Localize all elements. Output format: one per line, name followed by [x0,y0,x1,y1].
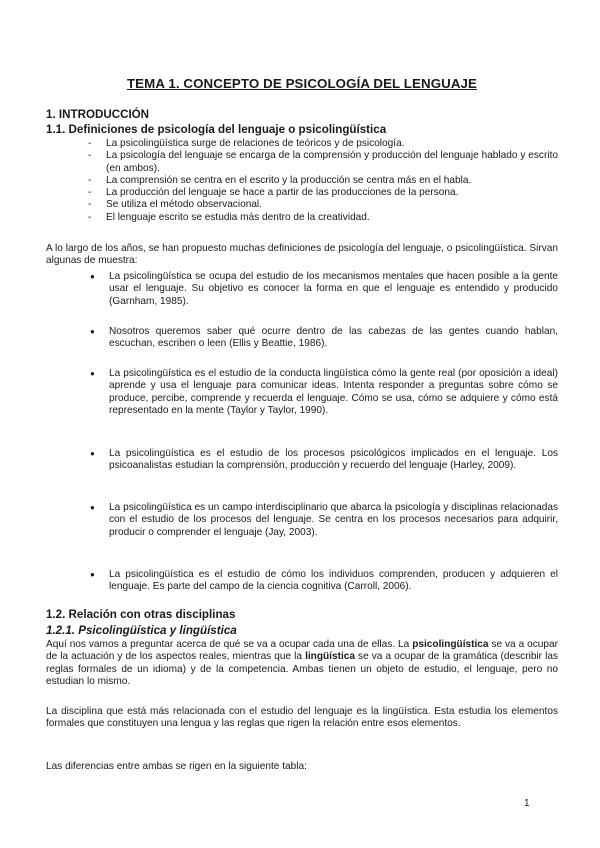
dash-marker: - [88,187,92,199]
bullet-item: ● La psicolingüística es el estudio de la conducta lingüística cómo la gente real (por oposición a ideal) aprende y usa el lenguaje para comunicar ideas. Intenta responder a preguntas sobre cómo se produce, percibe, comprende y recuerda el lenguaje. Cómo se usa, cómo se adquiere y cómo está representado en la mente (Taylor y Taylor, 1990). [46,368,558,417]
bullet-marker: ● [90,449,95,458]
term-psicolinguistica: psicolingüística [412,639,489,650]
list-item: - Se utiliza el método observacional. [46,199,558,211]
section-heading-relacion: 1.2. Relación con otras disciplinas [46,608,236,621]
bullet-item: ● La psicolingüística es un campo interdisciplinario que abarca la psicología y disciplinas relacionadas con el estudio de los procesos del lenguaje. Se centra en los procesos necesarios para adquirir, producir o comprender el lenguaje (Jay, 2003). [46,502,558,539]
bullet-item: ● La psicolingüística se ocupa del estudio de los mecanismos mentales que hacen posible a la gente usar el lenguaje. Su objetivo es conocer la forma en que el lenguaje es entendido y producido (Garnham, 1985). [46,271,558,308]
paragraph-relacion: Aquí nos vamos a preguntar acerca de qué se va a ocupar cada una de ellas. La psicolingüística se va a ocupar de la actuación y de los aspectos reales, mientras que la lingüística se va a ocupar de la gramática (describir las reglas formales de un idioma) y de la competencia. Ambas tienen un objeto de estudio, el lenguaje, pero no estudian lo mismo. [46,639,558,687]
dash-marker: - [88,174,92,186]
bullet-marker: ● [90,272,95,281]
bullet-marker: ● [90,327,95,336]
bullet-marker: ● [90,570,95,579]
term-linguistica: lingüística [305,651,355,663]
bullet-item: ● Nosotros queremos saber qué ocurre dentro de las cabezas de las gentes cuando hablan, escuchan, escriben o leen (Ellis y Beattie, 1986). [46,326,558,351]
list-item: - El lenguaje escrito se estudia más dentro de la creatividad. [46,212,558,224]
page-number: 1 [524,798,530,809]
intro-paragraph: A lo largo de los años, se han propuesto muchas definiciones de psicología del lenguaje, o psicolingüística. Sirvan algunas de muestra: [46,243,558,267]
dash-marker: - [88,150,92,162]
list-item: - La psicolingüística surge de relaciones de teóricos y de psicología. [46,138,558,150]
dash-marker: - [88,138,92,149]
subsection-heading-psicolinguistica-linguistica: 1.2.1. Psicolingüística y lingüística [46,624,237,637]
dash-marker: - [88,211,92,223]
subsection-heading-definiciones: 1.1. Definiciones de psicología del lenguaje o psicolingüística [46,123,387,136]
bullet-marker: ● [90,369,95,378]
paragraph-linguistica: La disciplina que está más relacionada con el estudio del lenguaje es la lingüística. Esta estudia los elementos formales que constituyen una lengua y las reglas que rigen la relación entre esos elementos. [46,706,558,730]
list-item: - La producción del lenguaje se hace a partir de las producciones de la persona. [46,187,558,199]
list-item: - La comprensión se centra en el escrito y la producción se centra más en el habla. [46,175,558,187]
bullet-marker: ● [90,503,95,512]
dash-marker: - [88,199,92,211]
bullet-item: ● La psicolingüística es el estudio de los procesos psicológicos implicados en el lenguaje. Los psicoanalistas estudian la comprensión, producción y recuerdo del lenguaje (Harley, 2009). [46,448,558,473]
dash-list [46,138,558,224]
section-heading-introduccion: 1. INTRODUCCIÓN [46,108,150,121]
list-item: - La psicología del lenguaje se encarga de la comprensión y producción del lenguaje hablado y escrito (en ambos). [46,150,558,175]
bullet-item: ● La psicolingüística es el estudio de cómo los individuos comprenden, producen y adquieren el lenguaje. Es parte del campo de la ciencia cognitiva (Carroll, 2006). [46,569,558,594]
page-title: TEMA 1. CONCEPTO DE PSICOLOGÍA DEL LENGUAJE [126,76,478,91]
paragraph-tabla: Las diferencias entre ambas se rigen en la siguiente tabla: [46,761,307,772]
